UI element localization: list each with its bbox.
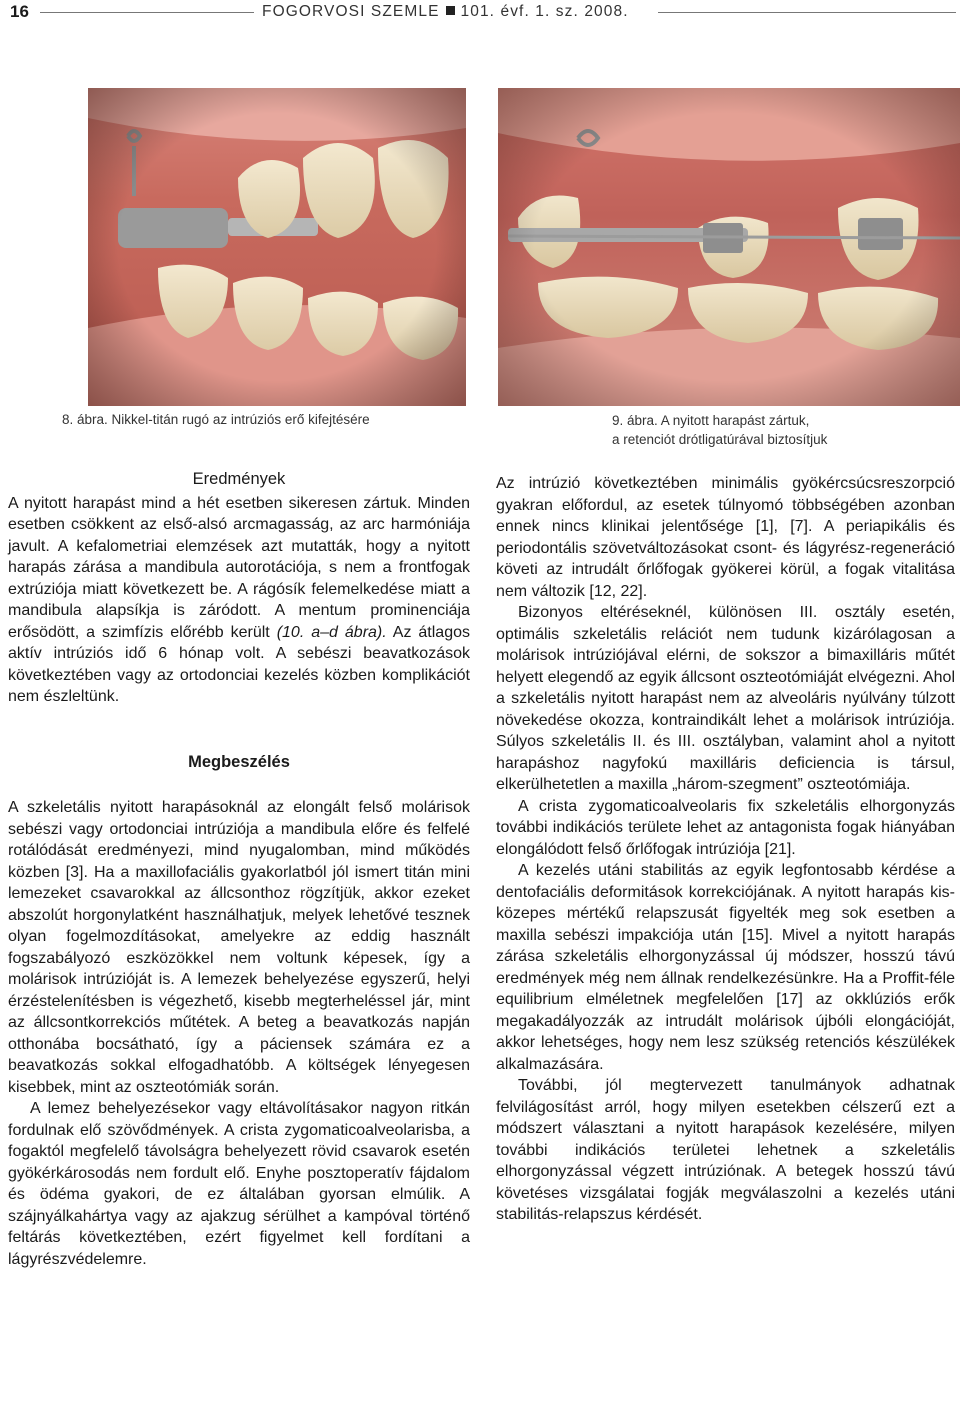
- figure-8-caption: 8. ábra. Nikkel-titán rugó az intrúziós erő kifejtésére: [62, 412, 370, 427]
- figure-8-photo: [88, 88, 466, 406]
- page-header: [0, 0, 960, 30]
- paragraph-right-4: A kezelés utáni stabilitás az egyik legfontosabb kérdése a dentofaciális deformitások korrekciójának. A nyitott harapás kis-közepes mértékű relapszusát figyelték meg sok esetben a maxilla sebészi impakciója után [15]. Mivel a nyitott harapás zárása szkeletális elhorgonyzással új módszer, hosszú távú eredmények még nem állnak rendelkezésünkre. Ha a Proffit-féle equilibrium elméletnek megfelelően [17] az okklúziós erők megakadályozzák az intrudált molárisok újbóli elongációját, akkor lehetséges, hogy nem lesz szükség retenciós készülékek alkalmazására.: [496, 862, 955, 1073]
- page-number: 16: [10, 2, 29, 21]
- journal-name: FOGORVOSI SZEMLE: [262, 3, 440, 20]
- header-rule-right: [658, 12, 956, 13]
- paragraph-discussion-1: A szkeletális nyitott harapásoknál az elongált felső molárisok sebészi vagy ortodonciai intrúziója a mandibula előre és felfelé rotálódását eredményezi, mind nyugalomban, mind működés közben [3]. Ha a maxillofaciális gyakorlatból jól ismert titán mini lemezeket csavarokkal az állcsonthoz rögzítjük, akkor ezeket abszolút horgonylatként használhatjuk, melyek lehetővé tesznek olyan fogelmozdításokat, amelyekre az eddig használt fogszabályozó eszközökkel nem voltunk képesek, így a molárisok intrúzióját is. A lemezek behelyezése egyszerű, helyi érzéstelenítésben is végezhető, kisebb megterheléssel jár, mint az állcsontkorrekciós műtétek. A beteg a beavatkozás napján otthonába bocsátható, így a páciensek számára ez a beavatkozás sokkal elfogadhatóbb. A költségek lényegesen kisebbek, mint az oszteotómiák során.: [8, 799, 470, 1096]
- paragraph-results: [8, 493, 470, 708]
- header-rule-left: [40, 12, 254, 13]
- figure-reference: (10. a–d ábra).: [276, 623, 387, 641]
- section-heading-discussion: Megbeszélés: [188, 752, 290, 771]
- journal-issue: 101. évf. 1. sz. 2008.: [460, 3, 629, 20]
- paragraph-discussion-2: A lemez behelyezésekor vagy eltávolításakor nagyon ritkán fordulnak elő szövődmények. A crista zygomaticoalveolarisba, a fogaktól megfelelő távolságra behelyezett rövid csavarok esetén gyökérkárosodás nem fordult elő. Enyhe posztoperatív fájdalom és ödéma gyakori, de ez általában gyorsan elmúlik. A szájnyálkahártya vagy az ajakzug sérülhet a kampóval történő feltárás következtében, ezért figyelmet kell fordítani a lágyrészvédelemre.: [8, 1100, 470, 1268]
- paragraph-right-3: A crista zygomaticoalveolaris fix szkeletális elhorgonyzás további indikációs területe lehet az antagonista fogak hiányában elongálódott felső őrlőfogak intrúziója [21].: [496, 797, 955, 858]
- paragraph-results-text: A nyitott harapást mind a hét esetben sikeresen zártuk. Minden esetben csökkent az első-alsó arcmagasság, az arc harmóniája javult. A kefalometriai elemzések azt mutatták, hogy a nyitott harapás zárása a mandibula autorotációja, s nem a frontfogak extrúziója miatt következett be. A rágósík felemelkedése miatt a mandibula alapsíkja is záródott. A mentum prominenciája erősödött, a szimfízis előrébb került: [8, 494, 470, 641]
- paragraph-results-end: Az átlagos aktív intrúziós idő 6 hónap volt. A sebészi beavatkozások következtében vagy az ortodonciai kezelés közben komplikációt nem észleltünk.: [8, 623, 470, 705]
- figure-9-caption-line2: a retenciót drótligatúrával biztosítjuk: [612, 432, 828, 447]
- figure-9-caption: [612, 411, 827, 449]
- paragraph-right-2: Bizonyos eltéréseknél, különösen III. osztály esetén, optimális szkeletális relációt nem tudunk kizárólagosan a molárisok intrúziójával elérni, de sokszor a bimaxilláris műtét helyett elegendő az egyik állcsont oszteotómiáját elvégezni. Ahol a szkeletális nyitott harapást nem az alveoláris nyúlvány túlzott növekedése okozza, kontraindikált lehet a molárisok intrúziója. Súlyos szkeletális II. és III. osztályban, valamint ahol a nyitott harapáshoz nagyfokú maxilláris deficiencia is társul, elkerülhetetlen a maxilla „három-szegment” oszteotómiája.: [496, 604, 955, 793]
- section-heading-results: Eredmények: [192, 470, 286, 488]
- journal-title: [262, 3, 629, 21]
- square-bullet-icon: [446, 6, 455, 15]
- left-column: [8, 469, 470, 1270]
- right-column: [496, 473, 955, 1226]
- figure-9-caption-line1: 9. ábra. A nyitott harapást zártuk,: [612, 413, 810, 428]
- paragraph-right-5: További, jól megtervezett tanulmányok adhatnak felvilágosítást arról, hogy milyen esetekben célszerű ezt a módszert választani a nyitott harapások kezelésére, milyen további indikációs területei lehetnek a szkeletális elhorgonyzással végzett intrúziónak. A betegek hosszú távú követéses vizsgálatai fogják megválaszolni a kezelés utáni stabilitás-relapszus kérdését.: [496, 1077, 955, 1223]
- paragraph-right-1: Az intrúzió következtében minimális gyökércsúcsreszorpció gyakran előfordul, az esetek túlnyomó többségében azonban ennek nincs klinikai jelentősége [1], [7]. A periapikális és periodontális szövetváltozásokat csont- és lágyrész-regeneráció követi az intrudált őrlőfogak gyökerei körül, a fogak vitalitása nem változik [12, 22].: [496, 475, 955, 600]
- figure-9-photo: [498, 88, 960, 406]
